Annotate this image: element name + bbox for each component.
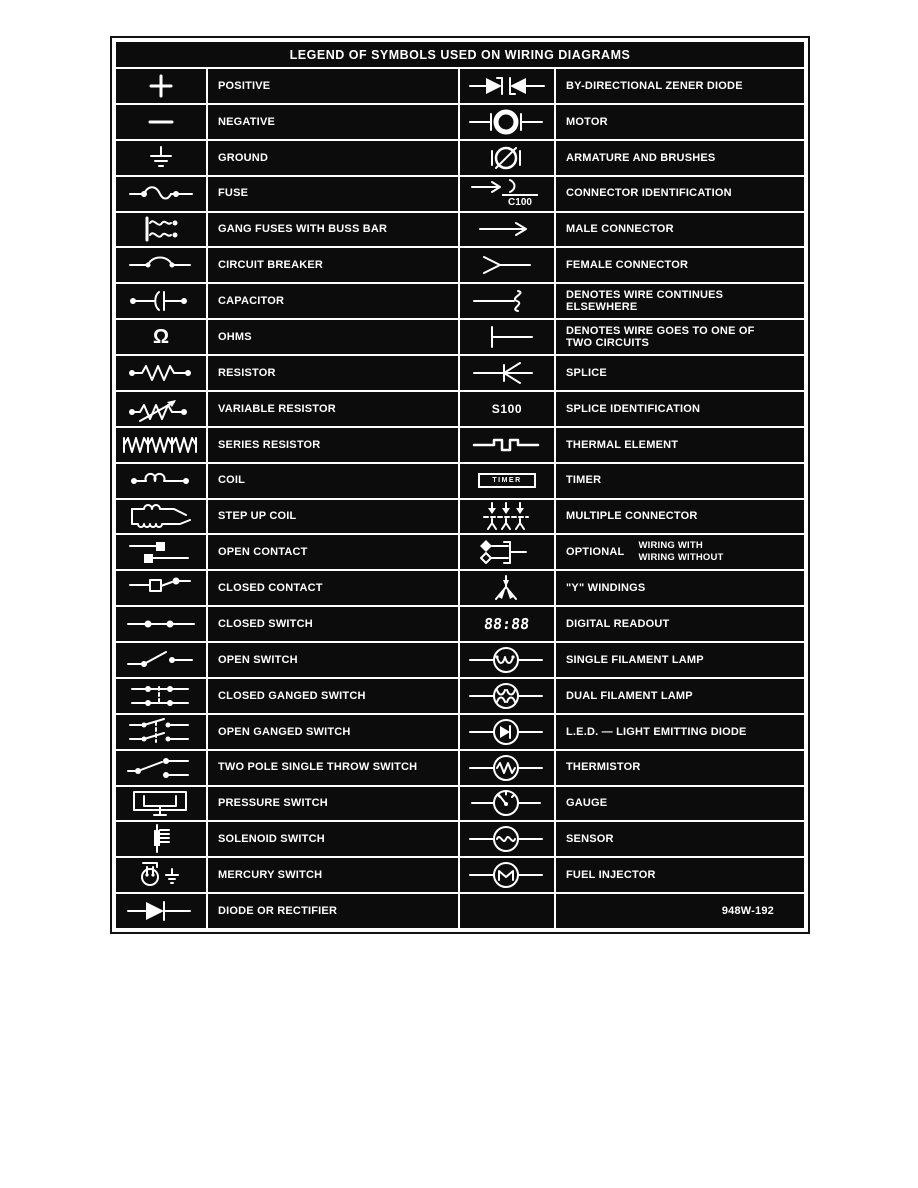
table-row (116, 643, 804, 679)
optional-wiring-icon (460, 535, 556, 569)
pressure-switch-icon (116, 787, 208, 821)
digital-readout-text: 88:88 (483, 615, 531, 634)
gauge-icon (460, 787, 556, 821)
female-connector-icon (460, 248, 556, 282)
table-row (116, 535, 804, 571)
symbol-label: FUSE (208, 177, 460, 211)
symbol-label: FEMALE CONNECTOR (566, 259, 689, 272)
table-row (116, 428, 804, 464)
closed-ganged-switch-icon (116, 679, 208, 713)
table-row (116, 822, 804, 858)
coil-icon (116, 464, 208, 498)
multiple-connector-icon (460, 500, 556, 534)
table-row (116, 177, 804, 213)
open-ganged-switch-icon (116, 715, 208, 749)
y-windings-icon (460, 571, 556, 605)
splice-identification-icon (460, 392, 556, 426)
symbol-label: CLOSED GANGED SWITCH (208, 679, 460, 713)
motor-icon (460, 105, 556, 139)
table-row (116, 715, 804, 751)
optional-label-cell (556, 535, 788, 569)
symbol-label: SINGLE FILAMENT LAMP (566, 653, 704, 666)
table-row (116, 213, 804, 249)
capacitor-icon (116, 284, 208, 318)
single-filament-lamp-icon (460, 643, 556, 677)
symbol-label: NEGATIVE (208, 105, 460, 139)
optional-label: OPTIONAL (566, 546, 625, 559)
table-row (116, 679, 804, 715)
symbol-label: CIRCUIT BREAKER (208, 248, 460, 282)
symbol-label: MALE CONNECTOR (566, 223, 674, 236)
symbol-label: CLOSED CONTACT (208, 571, 460, 605)
bidirectional-zener-diode-icon (460, 69, 556, 103)
symbol-label: OPEN SWITCH (208, 643, 460, 677)
symbol-label: TWO POLE SINGLE THROW SWITCH (208, 751, 460, 785)
legend-frame (110, 36, 810, 934)
table-row (116, 894, 804, 928)
figure-code: 948W-192 (721, 904, 774, 917)
resistor-icon (116, 356, 208, 390)
table-row (116, 320, 804, 356)
symbol-label: GAUGE (566, 797, 608, 810)
wiring-with-label: WIRING WITH (638, 539, 703, 551)
table-row (116, 69, 804, 105)
symbol-label: GANG FUSES WITH BUSS BAR (208, 213, 460, 247)
symbol-label: POSITIVE (208, 69, 460, 103)
legend-table (116, 42, 804, 928)
wire-one-of-two-icon (460, 320, 556, 354)
symbol-label: DUAL FILAMENT LAMP (566, 689, 693, 702)
table-row (116, 141, 804, 177)
thermal-element-icon (460, 428, 556, 462)
symbol-label: OHMS (208, 320, 460, 354)
symbol-label: THERMAL ELEMENT (566, 438, 679, 451)
symbol-label: VARIABLE RESISTOR (208, 392, 460, 426)
splice-id-code: S100 (491, 401, 523, 416)
symbol-label: THERMISTOR (566, 761, 641, 774)
connector-id-code: C100 (502, 194, 538, 208)
symbol-label: MERCURY SWITCH (208, 858, 460, 892)
connector-identification-icon (460, 177, 556, 211)
fuse-icon (116, 177, 208, 211)
table-row (116, 858, 804, 894)
closed-contact-icon (116, 571, 208, 605)
ohms-glyph: Ω (152, 325, 170, 348)
table-row (116, 751, 804, 787)
wiring-without-label: WIRING WITHOUT (638, 552, 724, 564)
fuel-injector-icon (460, 858, 556, 892)
ground-icon (116, 141, 208, 175)
splice-icon (460, 356, 556, 390)
thermistor-icon (460, 751, 556, 785)
symbol-label: STEP UP COIL (208, 500, 460, 534)
symbol-label: "Y" WINDINGS (566, 582, 646, 595)
table-row (116, 392, 804, 428)
negative-icon (116, 105, 208, 139)
symbol-label: DENOTES WIRE GOES TO ONE OF TWO CIRCUITS (566, 324, 755, 350)
mercury-switch-icon (116, 858, 208, 892)
symbol-label: SERIES RESISTOR (208, 428, 460, 462)
gang-fuses-icon (116, 213, 208, 247)
symbol-label: SPLICE IDENTIFICATION (566, 402, 701, 415)
symbol-label: DIGITAL READOUT (566, 617, 670, 630)
variable-resistor-icon (116, 392, 208, 426)
timer-box: TIMER (478, 473, 535, 488)
symbol-label: L.E.D. — LIGHT EMITTING DIODE (566, 725, 747, 738)
table-row (116, 105, 804, 141)
dual-filament-lamp-icon (460, 679, 556, 713)
armature-and-brushes-icon (460, 141, 556, 175)
table-row (116, 248, 804, 284)
wire-continues-icon (460, 284, 556, 318)
open-contact-icon (116, 535, 208, 569)
table-row (116, 571, 804, 607)
table-row (116, 787, 804, 823)
timer-icon (460, 464, 556, 498)
step-up-coil-icon (116, 500, 208, 534)
symbol-label: MULTIPLE CONNECTOR (566, 510, 698, 523)
table-row (116, 284, 804, 320)
table-row (116, 356, 804, 392)
symbol-label: OPEN CONTACT (208, 535, 460, 569)
symbol-label: MOTOR (566, 115, 608, 128)
symbol-label: TIMER (566, 474, 602, 487)
led-icon (460, 715, 556, 749)
male-connector-icon (460, 213, 556, 247)
symbol-label: FUEL INJECTOR (566, 869, 656, 882)
table-row (116, 500, 804, 536)
empty-symbol-cell (460, 894, 556, 928)
symbol-label: ARMATURE AND BRUSHES (566, 151, 716, 164)
symbol-label: SOLENOID SWITCH (208, 822, 460, 856)
closed-switch-icon (116, 607, 208, 641)
diode-or-rectifier-icon (116, 894, 208, 928)
ohms-icon (116, 320, 208, 354)
symbol-label: CLOSED SWITCH (208, 607, 460, 641)
symbol-label: SPLICE (566, 366, 607, 379)
two-pole-single-throw-switch-icon (116, 751, 208, 785)
symbol-label: DENOTES WIRE CONTINUES ELSEWHERE (566, 288, 724, 314)
sensor-icon (460, 822, 556, 856)
symbol-label: RESISTOR (208, 356, 460, 390)
symbol-label: CONNECTOR IDENTIFICATION (566, 187, 732, 200)
symbol-label: BY-DIRECTIONAL ZENER DIODE (566, 79, 743, 92)
solenoid-switch-icon (116, 822, 208, 856)
symbol-label: DIODE OR RECTIFIER (208, 894, 460, 928)
symbol-label: COIL (208, 464, 460, 498)
symbol-label: SENSOR (566, 833, 614, 846)
symbol-label: GROUND (208, 141, 460, 175)
symbol-label: OPEN GANGED SWITCH (208, 715, 460, 749)
legend-title: LEGEND OF SYMBOLS USED ON WIRING DIAGRAMS (116, 42, 804, 69)
circuit-breaker-icon (116, 248, 208, 282)
open-switch-icon (116, 643, 208, 677)
symbol-label: PRESSURE SWITCH (208, 787, 460, 821)
table-row (116, 607, 804, 643)
symbol-label: CAPACITOR (208, 284, 460, 318)
series-resistor-icon (116, 428, 208, 462)
digital-readout-icon (460, 607, 556, 641)
positive-icon (116, 69, 208, 103)
table-row (116, 464, 804, 500)
